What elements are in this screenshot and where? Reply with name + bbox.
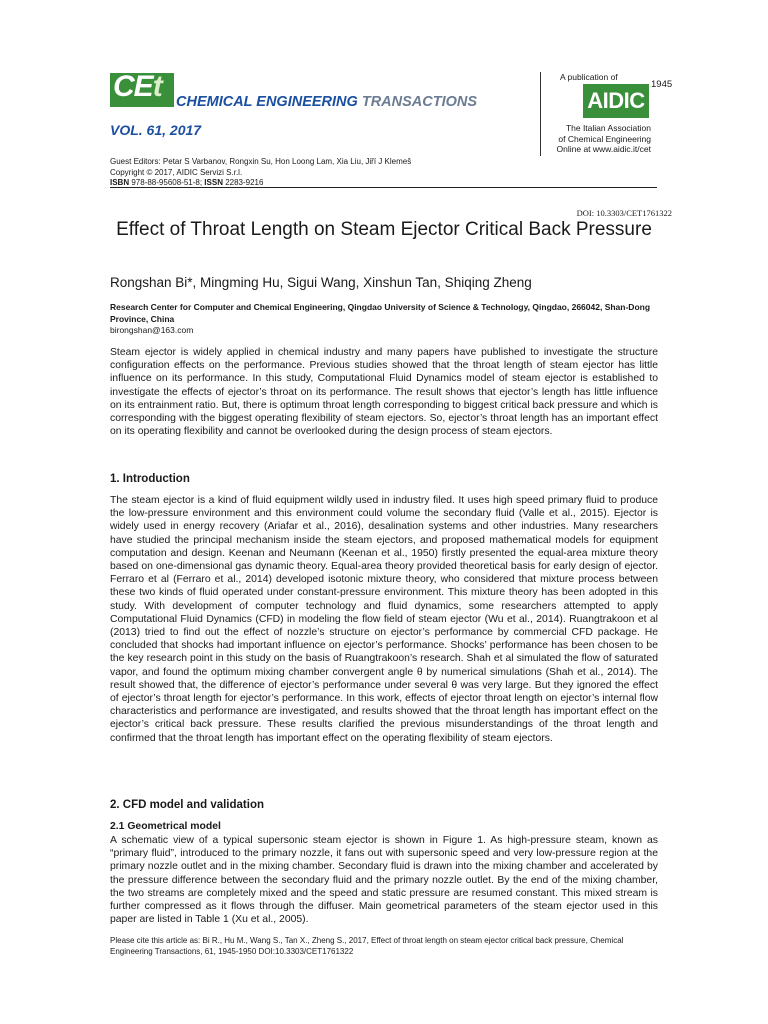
author-list: Rongshan Bi*, Mingming Hu, Sigui Wang, Xinshun Tan, Shiqing Zheng — [110, 275, 532, 290]
editorial-info — [110, 157, 411, 189]
introduction-text: The steam ejector is a kind of fluid equipment wildly used in industry filed. It uses high speed primary fluid to produce the low-pressure environment and this environment could volume the secondary fluid (Valle et al., 2015). Ejector is widely used in energy recovery (Ariafar et al., 2016), desalination systems and other industries. Many researchers have studied the principal mechanism inside the steam ejectors, and proposed mathematical models for equipment computation and design. Keenan and Neumann (Keenan et al., 1950) firstly presented the equal-area mixture theory based on one-dimensional gas dynamic theory. Equal-area theory provided theoretical basis for early design of ejector. Ferraro et al (Ferraro et al., 2014) developed isotonic mixture theory, who considered that mixture process between these two kinds of fluid operated under constant-pressure environment. This mixture theory has been adopted in this study. With development of computer technology and fluid dynamics, some researchers attempted to apply Computational Fluid Dynamics (CFD) in modeling the flow field of steam ejector (Wu et al., 2014). Ruangtrakoon et al (2013) tried to find out the effect of nozzle’s structure on ejector’s performance by commercial CFD package. He concluded that shocks had important influence on ejector’s performance. Shocks’ performance has been chosen to be the key research point in this study on the basis of Ruangtrakoon’s research. Shah et al simulated the flow of saturated vapor, and found the optimum mixing chamber convergent angle θ by numerical simulations (Shah et al., 2014). The result showed that, the difference of ejector’s performance under several θ was very large. But they ignored the effect of ejector’s throat length for ejector’s performance. In this work, effects of ejector throat length on ejector’s internal flow characteristics and performance are investigated, and results showed that the throat length has important effect on the ejector’s critical back pressure. These results clarified the previous misunderstandings of the throat length and confirmed that the throat length has important effect on the operating flexibility of steam ejectors. — [110, 495, 658, 744]
aidic-logo: AIDIC — [583, 84, 649, 118]
volume-label: VOL. 61, 2017 — [110, 122, 202, 138]
affiliation — [110, 302, 660, 337]
affiliation-text: Research Center for Computer and Chemical Engineering, Qingdao University of Science & Technology, Qingdao, 266042, Shan-Dong Province, China — [110, 302, 651, 324]
isbn-issn: ISBN 978-88-95608-51-8; ISSN 2283-9216 — [110, 178, 264, 187]
section-heading-cfd-model: 2. CFD model and validation — [110, 799, 264, 811]
doi: DOI: 10.3303/CET1761322 — [576, 208, 672, 218]
subsection-heading-geometrical-model: 2.1 Geometrical model — [110, 821, 221, 832]
aidic-info: The Italian Association of Chemical Engineering Online at www.aidic.it/cet — [556, 123, 651, 154]
abstract: Steam ejector is widely applied in chemical industry and many papers have published to investigate the structure configuration effects on the performance. Previous studies showed that the throat length of steam ejector has little influence on its performance. In this study, Computational Fluid Dynamics model of steam ejector is established to investigate the effects of ejector’s throat on its performance. The result shows that ejector’s length has little influence on its entrainment ratio. But, there is optimum throat length corresponding to biggest critical back pressure and which is corresponding with the biggest operating flexibility of steam ejectors. So, ejector’s throat length has an important effect on its operating flexibility and cannot be overlooked during the design process of steam ejectors. — [110, 347, 658, 438]
page-number: 1945 — [651, 79, 673, 90]
copyright: Copyright © 2017, AIDIC Servizi S.r.l. — [110, 167, 243, 177]
journal-name: CHEMICAL ENGINEERING TRANSACTIONS — [176, 94, 478, 110]
header-rule — [110, 187, 657, 188]
author-email: birongshan@163.com — [110, 325, 194, 335]
guest-editors: Guest Editors: Petar S Varbanov, Rongxin Su, Hon Loong Lam, Xia Liu, Jiří J Klemeš — [110, 157, 412, 166]
journal-logo-text: CEt — [113, 70, 162, 103]
article-title: Effect of Throat Length on Steam Ejector Critical Back Pressure — [116, 219, 652, 240]
geometrical-model-text: A schematic view of a typical supersonic steam ejector is shown in Figure 1. As high-pressure steam, known as “primary fluid”, introduced to the primary nozzle, it fans out with supersonic speed and very low-pressure region at the primary nozzle outlet and in the mixing chamber. Secondary fluid is drawn into the mixing chamber and accelerated by the pressure difference between the secondary fluid and the primary nozzle outlet. By the end of the mixing chamber, the two streams are completely mixed and the speed and static pressure are resumed constant. This mixed stream is further compressed as it flows through the diffuser. Main geometrical parameters of the steam ejector used in this paper are listed in Table 1 (Xu et al., 2005). — [110, 835, 658, 926]
section-heading-introduction: 1. Introduction — [110, 473, 190, 485]
publication-of-label: A publication of — [560, 72, 618, 82]
citation-note: Please cite this article as: Bi R., Hu M., Wang S., Tan X., Zheng S., 2017, Effect of throat length on steam ejector critical back pressure, Chemical Engineering Transactions, 61, 1945-1950 DOI:10.3303/CET1761322 — [110, 936, 624, 956]
